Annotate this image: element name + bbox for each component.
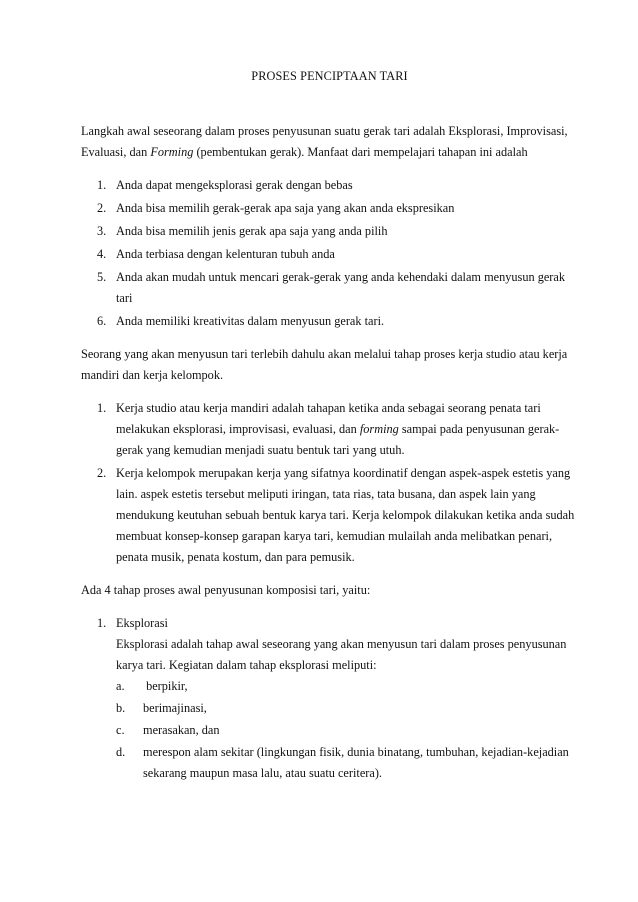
list-item-text-start: Kerja studio atau kerja mandiri adalah tahapan ketika anda sebagai seorang penata tari melakukan eksplorasi, improvisasi, evaluasi, dan <box>116 401 541 436</box>
sub-list-letter: b. <box>116 701 126 715</box>
list-item <box>81 175 578 196</box>
sub-list-item-text: berimajinasi, <box>143 701 207 715</box>
sub-list-letter: d. <box>116 745 126 759</box>
list-item <box>81 221 578 242</box>
stage-description: Eksplorasi adalah tahap awal seseorang yang akan menyusun tari dalam proses penyusunan karya tari. Kegiatan dalam tahap eksplorasi meliputi: <box>116 637 567 672</box>
list-item-text: Anda dapat mengeksplorasi gerak dengan bebas <box>116 178 353 192</box>
sub-list-item <box>116 720 578 741</box>
list-number: 3. <box>97 224 107 238</box>
document-title: PROSES PENCIPTAAN TARI <box>251 69 408 83</box>
list-item-text-end: sampai pada penyusunan gerak-gerak yang kemudian menjadi suatu bentuk tari yang utuh. <box>116 422 560 457</box>
list-item <box>81 398 578 461</box>
list-item-text: Anda bisa memilih gerak-gerak apa saja yang akan anda ekspresikan <box>116 201 455 215</box>
stage-name: Eksplorasi <box>116 616 168 630</box>
sub-list-item <box>116 742 578 784</box>
benefits-list <box>81 175 578 332</box>
intro-text-end: (pembentukan gerak). Manfaat dari mempelajari tahapan ini adalah <box>193 145 528 159</box>
list-number: 4. <box>97 247 107 261</box>
list-item-text: Anda terbiasa dengan kelenturan tubuh anda <box>116 247 335 261</box>
list-number: 5. <box>97 270 107 284</box>
sub-list-item-text: merasakan, dan <box>143 723 220 737</box>
list-item <box>81 198 578 219</box>
sub-list-letter: a. <box>116 679 125 693</box>
list-item-text: Anda memiliki kreativitas dalam menyusun gerak tari. <box>116 314 385 328</box>
sub-list-item <box>116 676 578 697</box>
intro-text-start: Langkah awal seseorang dalam proses penyusunan suatu gerak tari adalah Eksplorasi, Improvisasi, Evaluasi, dan <box>81 124 568 159</box>
sub-list-item-text: merespon alam sekitar (lingkungan fisik, dunia binatang, tumbuhan, kejadian-kejadian sekarang maupun masa lalu, atau suatu ceritera). <box>143 745 569 780</box>
list-item-text: Kerja kelompok merupakan kerja yang sifatnya koordinatif dengan aspek-aspek estetis yang lain. aspek estetis tersebut meliputi iringan, tata rias, tata busana, dan aspek lain yang mendukung keutuhan sebuah bentuk karya tari. Kerja kelompok dilakukan ketika anda sudah membuat konsep-konsep garapan karya tari, kemudian mulailah anda melibatkan penari, penata musik, penata kostum, dan para pemusik. <box>116 466 575 564</box>
exploration-activities-list <box>116 676 578 784</box>
composition-stages-paragraph: Ada 4 tahap proses awal penyusunan komposisi tari, yaitu: <box>81 583 371 597</box>
list-item <box>81 267 578 309</box>
list-number: 1. <box>97 616 107 630</box>
composition-stages-list <box>81 613 578 784</box>
work-stages-paragraph: Seorang yang akan menyusun tari terlebih dahulu akan melalui tahap proses kerja studio atau kerja mandiri dan kerja kelompok. <box>81 347 568 382</box>
list-item-italic-term: forming <box>359 422 399 436</box>
sub-list-letter: c. <box>116 723 125 737</box>
work-types-list <box>81 398 578 568</box>
list-number: 2. <box>97 466 107 480</box>
list-item <box>81 311 578 332</box>
list-number: 2. <box>97 201 107 215</box>
sub-list-item <box>116 698 578 719</box>
list-number: 1. <box>97 178 107 192</box>
sub-list-item-text: berpikir, <box>143 679 188 693</box>
list-item <box>81 613 578 784</box>
list-item <box>81 463 578 568</box>
list-number: 6. <box>97 314 107 328</box>
intro-italic-term: Forming <box>150 145 194 159</box>
list-item-text: Anda akan mudah untuk mencari gerak-gerak yang anda kehendaki dalam menyusun gerak tari <box>116 270 566 305</box>
list-item-text: Anda bisa memilih jenis gerak apa saja yang anda pilih <box>116 224 388 238</box>
list-item <box>81 244 578 265</box>
intro-paragraph <box>81 121 578 163</box>
list-number: 1. <box>97 401 107 415</box>
